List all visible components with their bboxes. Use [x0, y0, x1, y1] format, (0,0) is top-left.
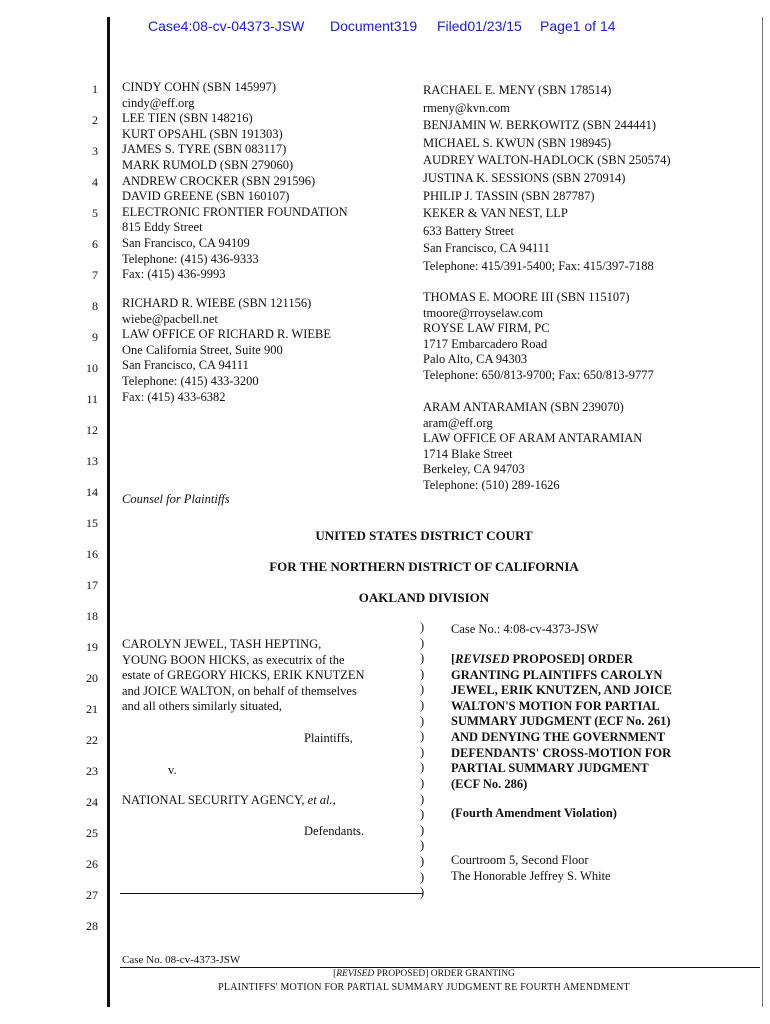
order-title-line: DEFENDANTS' CROSS-MOTION FOR [451, 745, 672, 760]
counsel-block-antaramian [423, 400, 642, 494]
line-number: 10 [86, 361, 98, 375]
counsel-line: Telephone: (415) 433-3200 [122, 373, 259, 388]
counsel-line: DAVID GREENE (SBN 160107) [122, 189, 290, 204]
line-number: 15 [86, 516, 98, 530]
line-number: 11 [86, 392, 98, 406]
counsel-line: cindy@eff.org [122, 95, 195, 110]
line-number: 6 [92, 237, 98, 251]
order-title-line: WALTON'S MOTION FOR PARTIAL [451, 698, 660, 713]
counsel-line: LAW OFFICE OF RICHARD R. WIEBE [122, 327, 331, 342]
line-number: 12 [86, 423, 98, 437]
counsel-line: wiebe@pacbell.net [122, 311, 218, 326]
counsel-line: Telephone: 415/391-5400; Fax: 415/397-7188 [423, 258, 654, 273]
counsel-line: CINDY COHN (SBN 145997) [122, 80, 277, 94]
counsel-line: tmoore@rroyselaw.com [423, 305, 544, 320]
footer-revised: REVISED [336, 969, 375, 979]
line-number: 28 [86, 919, 98, 933]
line-number: 26 [86, 857, 98, 871]
counsel-line: JAMES S. TYRE (SBN 083117) [122, 142, 287, 157]
plaintiffs-label: Plaintiffs, [304, 731, 353, 745]
party-line: estate of GREGORY HICKS, ERIK KNUTZEN [122, 668, 365, 683]
counsel-line: JUSTINA K. SESSIONS (SBN 270914) [423, 170, 626, 185]
order-title-line: PARTIAL SUMMARY JUDGMENT [451, 761, 649, 776]
order-title-line: [REVISED PROPOSED] ORDER [451, 652, 633, 666]
line-number: 18 [86, 609, 98, 623]
revised-label: REVISED [455, 652, 510, 666]
header-page-count: Page1 of 14 [540, 18, 616, 34]
counsel-line: rmeny@kvn.com [423, 100, 510, 115]
counsel-line: Berkeley, CA 94703 [423, 462, 525, 477]
counsel-line: AUDREY WALTON-HADLOCK (SBN 250574) [423, 153, 671, 168]
line-number: 7 [92, 268, 98, 282]
counsel-line: KEKER & VAN NEST, LLP [423, 206, 568, 221]
caption-parentheses: ) ) ) ) ) ) ) ) ) ) ) ) ) ) ) ) ) ) [420, 620, 425, 900]
caption-underline [120, 893, 423, 894]
line-number: 22 [86, 733, 98, 747]
counsel-line: PHILIP J. TASSIN (SBN 287787) [423, 188, 595, 203]
line-number: 16 [86, 547, 98, 561]
line-number: 3 [92, 144, 98, 158]
order-title-line: SUMMARY JUDGMENT (ECF No. 261) [451, 714, 671, 729]
counsel-block-wiebe [122, 296, 331, 405]
footer-title-rest: PROPOSED] ORDER GRANTING [374, 969, 515, 979]
footer-title-line1: [REVISED PROPOSED] ORDER GRANTING [333, 969, 515, 979]
counsel-line: LEE TIEN (SBN 148216) [122, 111, 253, 126]
court-district: FOR THE NORTHERN DISTRICT OF CALIFORNIA [269, 559, 579, 574]
order-subtitle: (Fourth Amendment Violation) [451, 806, 617, 820]
footer-case-number: Case No. 08-cv-4373-JSW [122, 954, 241, 966]
line-number: 5 [92, 206, 98, 220]
line-number: 23 [86, 764, 98, 778]
counsel-line: San Francisco, CA 94109 [122, 235, 250, 250]
order-title-line: JEWEL, ERIK KNUTZEN, AND JOICE [451, 683, 672, 698]
order-title-line: (ECF No. 286) [451, 776, 528, 791]
counsel-line: ELECTRONIC FRONTIER FOUNDATION [122, 204, 348, 219]
line-number: 25 [86, 826, 98, 840]
versus-label: v. [168, 763, 177, 777]
line-number: 27 [86, 888, 98, 902]
counsel-line: ROYSE LAW FIRM, PC [423, 321, 550, 336]
counsel-line: THOMAS E. MOORE III (SBN 115107) [423, 290, 630, 304]
counsel-line: 633 Battery Street [423, 223, 514, 238]
counsel-line: MARK RUMOLD (SBN 279060) [122, 157, 294, 172]
order-title-line: GRANTING PLAINTIFFS CAROLYN [451, 667, 663, 682]
counsel-block-eff [122, 80, 348, 283]
counsel-line: RICHARD R. WIEBE (SBN 121156) [122, 296, 312, 310]
order-title-rest: PROPOSED] ORDER [509, 652, 633, 666]
counsel-line: 1717 Embarcadero Road [423, 336, 548, 351]
counsel-block-keker [423, 82, 671, 276]
order-title-line: AND DENYING THE GOVERNMENT [451, 729, 666, 744]
counsel-line: Fax: (415) 436-9993 [122, 267, 226, 282]
party-line: CAROLYN JEWEL, TASH HEPTING, [122, 637, 322, 651]
counsel-line: Palo Alto, CA 94303 [423, 352, 528, 367]
line-number: 4 [92, 175, 98, 189]
party-line: and all others similarly situated, [122, 699, 283, 714]
defendants-label: Defendants. [304, 824, 365, 838]
defendant-name [122, 793, 336, 809]
counsel-line: aram@eff.org [423, 415, 493, 430]
judge-name: The Honorable Jeffrey S. White [451, 869, 611, 883]
left-margin-rule [107, 17, 110, 1007]
party-line: and JOICE WALTON, on behalf of themselves [122, 683, 357, 698]
line-number: 14 [86, 485, 98, 499]
footer-rule [120, 967, 760, 968]
counsel-line: Telephone: (415) 436-9333 [122, 251, 259, 266]
counsel-block-royse [423, 290, 654, 384]
court-name: UNITED STATES DISTRICT COURT [315, 528, 533, 543]
court-division: OAKLAND DIVISION [358, 590, 490, 605]
line-number: 17 [86, 578, 98, 592]
header-document-number: Document319 [330, 18, 418, 34]
counsel-line: Telephone: (510) 289-1626 [423, 477, 560, 492]
line-number: 8 [92, 299, 98, 313]
plaintiff-parties [122, 637, 365, 715]
courtroom: Courtroom 5, Second Floor [451, 853, 589, 867]
right-margin-rule [762, 17, 763, 1007]
line-number: 9 [92, 330, 98, 344]
party-line: YOUNG BOON HICKS, as executrix of the [122, 652, 345, 667]
counsel-line: RACHAEL E. MENY (SBN 178514) [423, 83, 612, 97]
counsel-line: One California Street, Suite 900 [122, 342, 283, 357]
counsel-line: MICHAEL S. KWUN (SBN 198945) [423, 135, 612, 150]
counsel-line: 1714 Blake Street [423, 446, 513, 461]
counsel-line: KURT OPSAHL (SBN 191303) [122, 126, 283, 141]
defendant-agency: NATIONAL SECURITY AGENCY, [122, 793, 308, 807]
line-number: 19 [86, 640, 98, 654]
counsel-line: BENJAMIN W. BERKOWITZ (SBN 244441) [423, 118, 656, 133]
line-number: 1 [92, 82, 98, 96]
header-case-number: Case4:08-cv-04373-JSW [148, 18, 305, 34]
order-title [451, 652, 672, 792]
counsel-line: 815 Eddy Street [122, 220, 203, 235]
counsel-line: ANDREW CROCKER (SBN 291596) [122, 173, 316, 188]
line-number: 20 [86, 671, 98, 685]
defendant-et-al: et al. [307, 793, 333, 807]
line-number: 21 [86, 702, 98, 716]
line-number: 24 [86, 795, 98, 809]
defendant-comma: , [332, 793, 336, 807]
footer-title-line2: PLAINTIFFS' MOTION FOR PARTIAL SUMMARY JUDGMENT RE FOURTH AMENDMENT [218, 982, 630, 993]
counsel-for-plaintiffs: Counsel for Plaintiffs [122, 492, 230, 506]
header-filed-date: Filed01/23/15 [437, 18, 522, 34]
counsel-line: ARAM ANTARAMIAN (SBN 239070) [423, 400, 624, 414]
counsel-line: San Francisco, CA 94111 [122, 358, 249, 373]
counsel-line: Telephone: 650/813-9700; Fax: 650/813-9777 [423, 367, 654, 382]
counsel-line: San Francisco, CA 94111 [423, 241, 550, 256]
line-number: 13 [86, 454, 98, 468]
line-number: 2 [92, 113, 98, 127]
counsel-line: LAW OFFICE OF ARAM ANTARAMIAN [423, 431, 643, 446]
counsel-line: Fax: (415) 433-6382 [122, 389, 226, 404]
case-number-caption: Case No.: 4:08-cv-4373-JSW [451, 622, 599, 636]
